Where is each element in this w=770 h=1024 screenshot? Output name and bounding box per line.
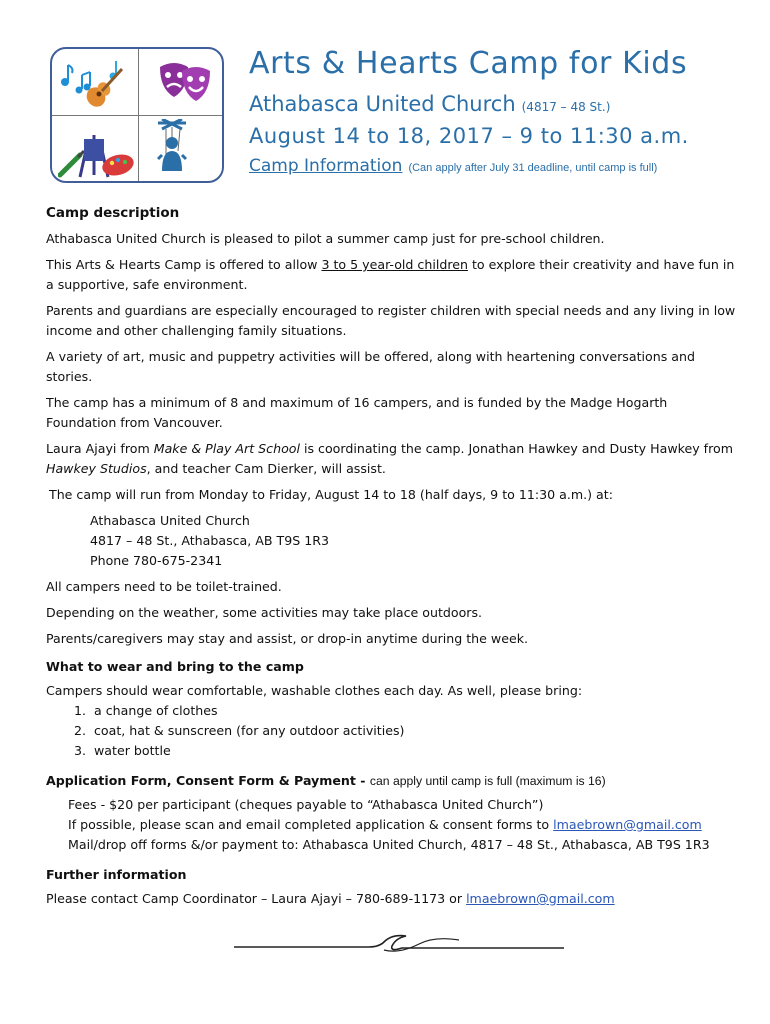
camp-description-heading: Camp description (46, 205, 180, 221)
venue-address (90, 511, 736, 571)
application-heading (46, 771, 736, 791)
text-run: This Arts & Hearts Camp is offered to allow (46, 257, 322, 272)
description-paragraph: Athabasca United Church is pleased to pilot a summer camp just for pre-school children. (46, 231, 605, 246)
music-guitar-icon (60, 55, 134, 111)
text-run: If possible, please scan and email completed application & consent forms to (68, 817, 554, 832)
description-paragraph: A variety of art, music and puppetry activities will be offered, along with heartening conversations and stories. (46, 349, 695, 384)
camp-logo (50, 47, 224, 183)
description-paragraph: The camp will run from Monday to Friday, August 14 to 18 (half days, 9 to 11:30 a.m.) at: (49, 487, 613, 502)
church-line (249, 92, 610, 116)
camp-info-line (249, 156, 657, 176)
scan-line (68, 815, 736, 835)
puppet-icon (148, 119, 220, 179)
text-run: Laura Ajayi from (46, 441, 154, 456)
address-line: 4817 – 48 St., Athabasca, AB T9S 1R3 (90, 533, 330, 548)
application-details (46, 795, 736, 855)
description-paragraph: Depending on the weather, some activities may take place outdoors. (46, 605, 483, 620)
description-paragraph (46, 439, 736, 479)
list-item: 1. a change of clothes (90, 701, 736, 721)
camp-info-note: (Can apply after July 31 deadline, until camp is full) (408, 162, 658, 174)
text-run: Please contact Camp Coordinator – Laura Ajayi – 780-689-1173 or (46, 891, 467, 906)
fees-line: Fees - $20 per participant (cheques payable to “Athabasca United Church”) (68, 797, 544, 812)
church-address: (4817 – 48 St.) (521, 100, 611, 114)
description-paragraph: The camp has a minimum of 8 and maximum of 16 campers, and is funded by the Madge Hogarth Foundation from Vancouver. (46, 395, 668, 430)
document-body (46, 203, 736, 909)
easel-palette-icon (58, 121, 136, 179)
description-paragraph: Parents and guardians are especially encouraged to register children with special needs and any living in low income and other challenging family situations. (46, 303, 736, 338)
list-item: 2. coat, hat & sunscreen (for any outdoor activities) (90, 721, 736, 741)
email-link[interactable]: lmaebrown@gmail.com (466, 891, 615, 906)
church-name: Athabasca United Church (249, 92, 516, 116)
email-link[interactable]: lmaebrown@gmail.com (553, 817, 702, 832)
studio-name: Hawkey Studios (46, 461, 147, 476)
text-run: to explore their creativity and have fun in a supportive, safe environment. (46, 257, 735, 292)
text-run: , and teacher Cam Dierker, will assist. (146, 461, 386, 476)
further-info-line (46, 889, 736, 909)
list-item: 3. water bottle (90, 741, 736, 761)
wear-intro: Campers should wear comfortable, washable clothes each day. As well, please bring: (46, 683, 583, 698)
camp-dates: August 14 to 18, 2017 – 9 to 11:30 a.m. (249, 124, 689, 148)
address-line: Phone 780-675-2341 (90, 553, 223, 568)
further-info-heading: Further information (46, 867, 187, 882)
application-heading-note: can apply until camp is full (maximum is 16) (369, 774, 606, 788)
decorative-divider (234, 926, 564, 966)
application-heading-text: Application Form, Consent Form & Payment - (46, 773, 370, 788)
description-paragraph: Parents/caregivers may stay and assist, or drop-in anytime during the week. (46, 631, 529, 646)
age-range: 3 to 5 year-old children (321, 257, 468, 272)
description-paragraph (46, 255, 736, 295)
logo-divider-horizontal (52, 115, 222, 116)
camp-information-link[interactable]: Camp Information (249, 156, 403, 176)
text-run: is coordinating the camp. Jonathan Hawkey and Dusty Hawkey from (299, 441, 733, 456)
bring-list (46, 701, 736, 761)
description-paragraph: All campers need to be toilet-trained. (46, 579, 282, 594)
page-title: Arts & Hearts Camp for Kids (249, 46, 688, 81)
mail-line: Mail/drop off forms &/or payment to: Athabasca United Church, 4817 – 48 St., Athabasca, AB T9S 1R3 (68, 837, 710, 852)
theater-masks-icon (148, 55, 220, 111)
art-school-name: Make & Play Art School (153, 441, 300, 456)
what-to-wear-heading: What to wear and bring to the camp (46, 659, 304, 674)
address-line: Athabasca United Church (90, 513, 250, 528)
